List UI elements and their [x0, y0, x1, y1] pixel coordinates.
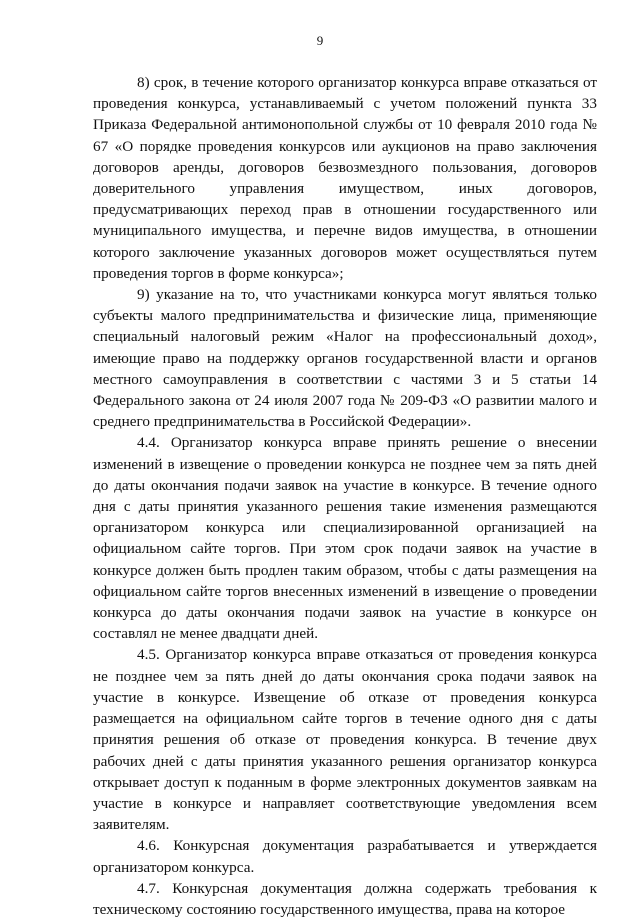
- paragraph-4-6: 4.6. Конкурсная документация разрабатывается и утверждается организатором конкурса.: [93, 837, 597, 876]
- paragraph-4-7: 4.7. Конкурсная документация должна содержать требования к техническому состоянию государственного имущества, права на которое: [93, 879, 597, 918]
- paragraph-item-9: 9) указание на то, что участниками конкурса могут являться только субъекты малого предпринимательства и физические лица, применяющие специальный налоговый режим «Налог на профессиональный доход», имеющие право на поддержку органов государственной власти и органов местного самоуправления в соответствии с частями 3 и 5 статьи 14 Федерального закона от 24 июля 2007 года № 209-ФЗ «О развитии малого и среднего предпринимательства в Российской Федерации».: [93, 286, 597, 431]
- paragraph-4-5: 4.5. Организатор конкурса вправе отказаться от проведения конкурса не позднее чем за пять дней до даты окончания срока подачи заявок на участие в конкурсе. Извещение об отказе от проведения конкурса размещается на официальном сайте торгов в течение одного дня с даты принятия решения об отказе от проведения конкурса. В течение двух рабочих дней с даты принятия указанного решения организатор конкурса открывает доступ к поданным в форме электронных документов заявкам на участие в конкурсе и направляет соответствующие уведомления всем заявителям.: [93, 646, 597, 834]
- paragraph-item-8: 8) срок, в течение которого организатор конкурса вправе отказаться от проведения конкурса, устанавливаемый с учетом положений пункта 33 Приказа Федеральной антимонопольной службы от 10 февраля 2010 года № 67 «О порядке проведения конкурсов или аукционов на право заключения договоров аренды, договоров безвозмездного пользования, договоров доверительного управления имуществом, иных договоров, предусматривающих переход прав в отношении государственного или муниципального имущества, и перечне видов имущества, в отношении которого заключение указанных договоров может осуществляться путем проведения торгов в форме конкурса»;: [93, 74, 597, 282]
- paragraph-4-4: 4.4. Организатор конкурса вправе принять решение о внесении изменений в извещение о проведении конкурса не позднее чем за пять дней до даты окончания подачи заявок на участие в конкурсе. В течение одного дня с даты принятия указанного решения такие изменения размещаются организатором конкурса или специализированной организацией на официальном сайте торгов. При этом срок подачи заявок на участие в конкурсе должен быть продлен таким образом, чтобы с даты размещения на официальном сайте торгов внесенных изменений в извещение о проведении конкурса до даты окончания подачи заявок на участие в конкурсе он составлял не менее двадцати дней.: [93, 434, 597, 643]
- document-body: [93, 72, 597, 920]
- page-number: 9: [316, 33, 324, 48]
